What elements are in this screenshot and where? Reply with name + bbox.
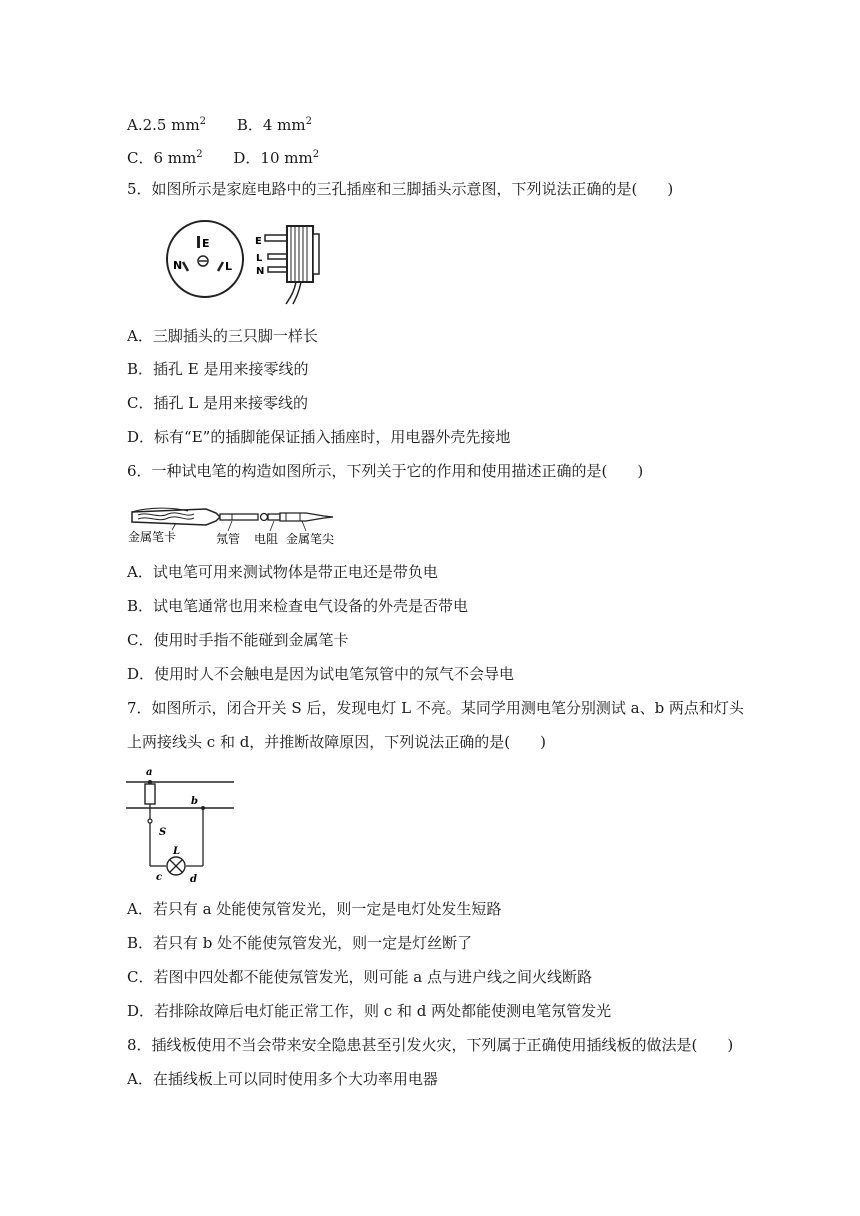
label-neon-tube: 氖管: [216, 532, 241, 546]
label-metal-tip: 金属笔尖: [286, 532, 335, 546]
q6-option-c: C．使用时手指不能碰到金属笔卡: [127, 631, 349, 649]
q6-stem: 6．一种试电笔的构造如图所示，下列关于它的作用和使用描述正确的是( ): [127, 462, 644, 480]
label-a: a: [146, 767, 153, 778]
label-metal-clip: 金属笔卡: [128, 530, 177, 544]
q7-option-a: A．若只有 a 处能使氖管发光，则一定是电灯处发生短路: [127, 900, 502, 918]
metal-tip: [280, 513, 333, 521]
q7-figure: [124, 764, 236, 886]
plug-label-l: L: [256, 253, 263, 264]
resistor: [268, 514, 280, 520]
q5-option-c: C．插孔 L 是用来接零线的: [127, 394, 308, 412]
q7-option-d: D．若排除故障后电灯能正常工作，则 c 和 d 两处都能使测电笔氖管发光: [127, 1002, 612, 1020]
q4-option-a: A.2.5 $mm^2$: [127, 116, 207, 134]
q8-option-a: A．在插线板上可以同时使用多个大功率用电器: [127, 1070, 438, 1088]
plug-label-n: N: [256, 266, 265, 277]
q5-figure: [160, 214, 330, 306]
q5-option-a: A．三脚插头的三只脚一样长: [127, 327, 318, 345]
socket-label-l: L: [225, 260, 233, 273]
q7-stem-line-2: 上两接线头 c 和 d，并推断故障原因，下列说法正确的是( ): [127, 733, 547, 751]
q6-figure: [128, 503, 348, 547]
q8-stem: 8．插线板使用不当会带来安全隐患甚至引发火灾，下列属于正确使用插线板的做法是( ): [127, 1036, 734, 1054]
q4-option-b: B．4 $mm^2$: [236, 116, 312, 134]
q4-options-row-1: [127, 112, 312, 135]
neon-tube: [220, 514, 258, 520]
label-l: L: [173, 846, 181, 857]
label-resistor: 电阻: [254, 532, 279, 546]
q6-option-d: D．使用时人不会触电是因为试电笔氖管中的氖气不会导电: [127, 665, 515, 683]
socket-label-n: N: [173, 259, 183, 272]
q5-stem: 5．如图所示是家庭电路中的三孔插座和三脚插头示意图，下列说法正确的是( ): [127, 180, 674, 198]
plug-label-e: E: [255, 236, 262, 247]
q7-option-c: C．若图中四处都不能使氖管发光，则可能 a 点与进户线之间火线断路: [127, 968, 592, 986]
q7-stem-line-1: 7．如图所示，闭合开关 S 后，发现电灯 L 不亮。某同学用测电笔分别测试 a、b 两点和灯头: [127, 699, 744, 717]
label-c: c: [156, 872, 163, 883]
q6-option-b: B．试电笔通常也用来检查电气设备的外壳是否带电: [127, 597, 469, 615]
q7-option-b: B．若只有 b 处不能使氖管发光，则一定是灯丝断了: [127, 934, 473, 952]
label-d: d: [190, 874, 197, 885]
socket-label-e: E: [202, 237, 210, 250]
socket-plug-diagram: [160, 214, 330, 306]
circuit-diagram: [124, 764, 236, 886]
q5-option-d: D．标有“E”的插脚能保证插入插座时，用电器外壳先接地: [127, 428, 511, 446]
q6-option-a: A．试电笔可用来测试物体是带正电还是带负电: [127, 563, 438, 581]
fuse: [145, 784, 155, 804]
label-s: S: [159, 827, 167, 838]
q4-option-d: D．10 $mm^2$: [233, 149, 320, 167]
q5-option-b: B．插孔 E 是用来接零线的: [127, 360, 309, 378]
test-pen-diagram: [128, 503, 348, 547]
q4-option-c: C．6 $mm^2$: [127, 149, 203, 167]
q4-options-row-2: [127, 145, 319, 168]
label-b: b: [191, 796, 198, 807]
